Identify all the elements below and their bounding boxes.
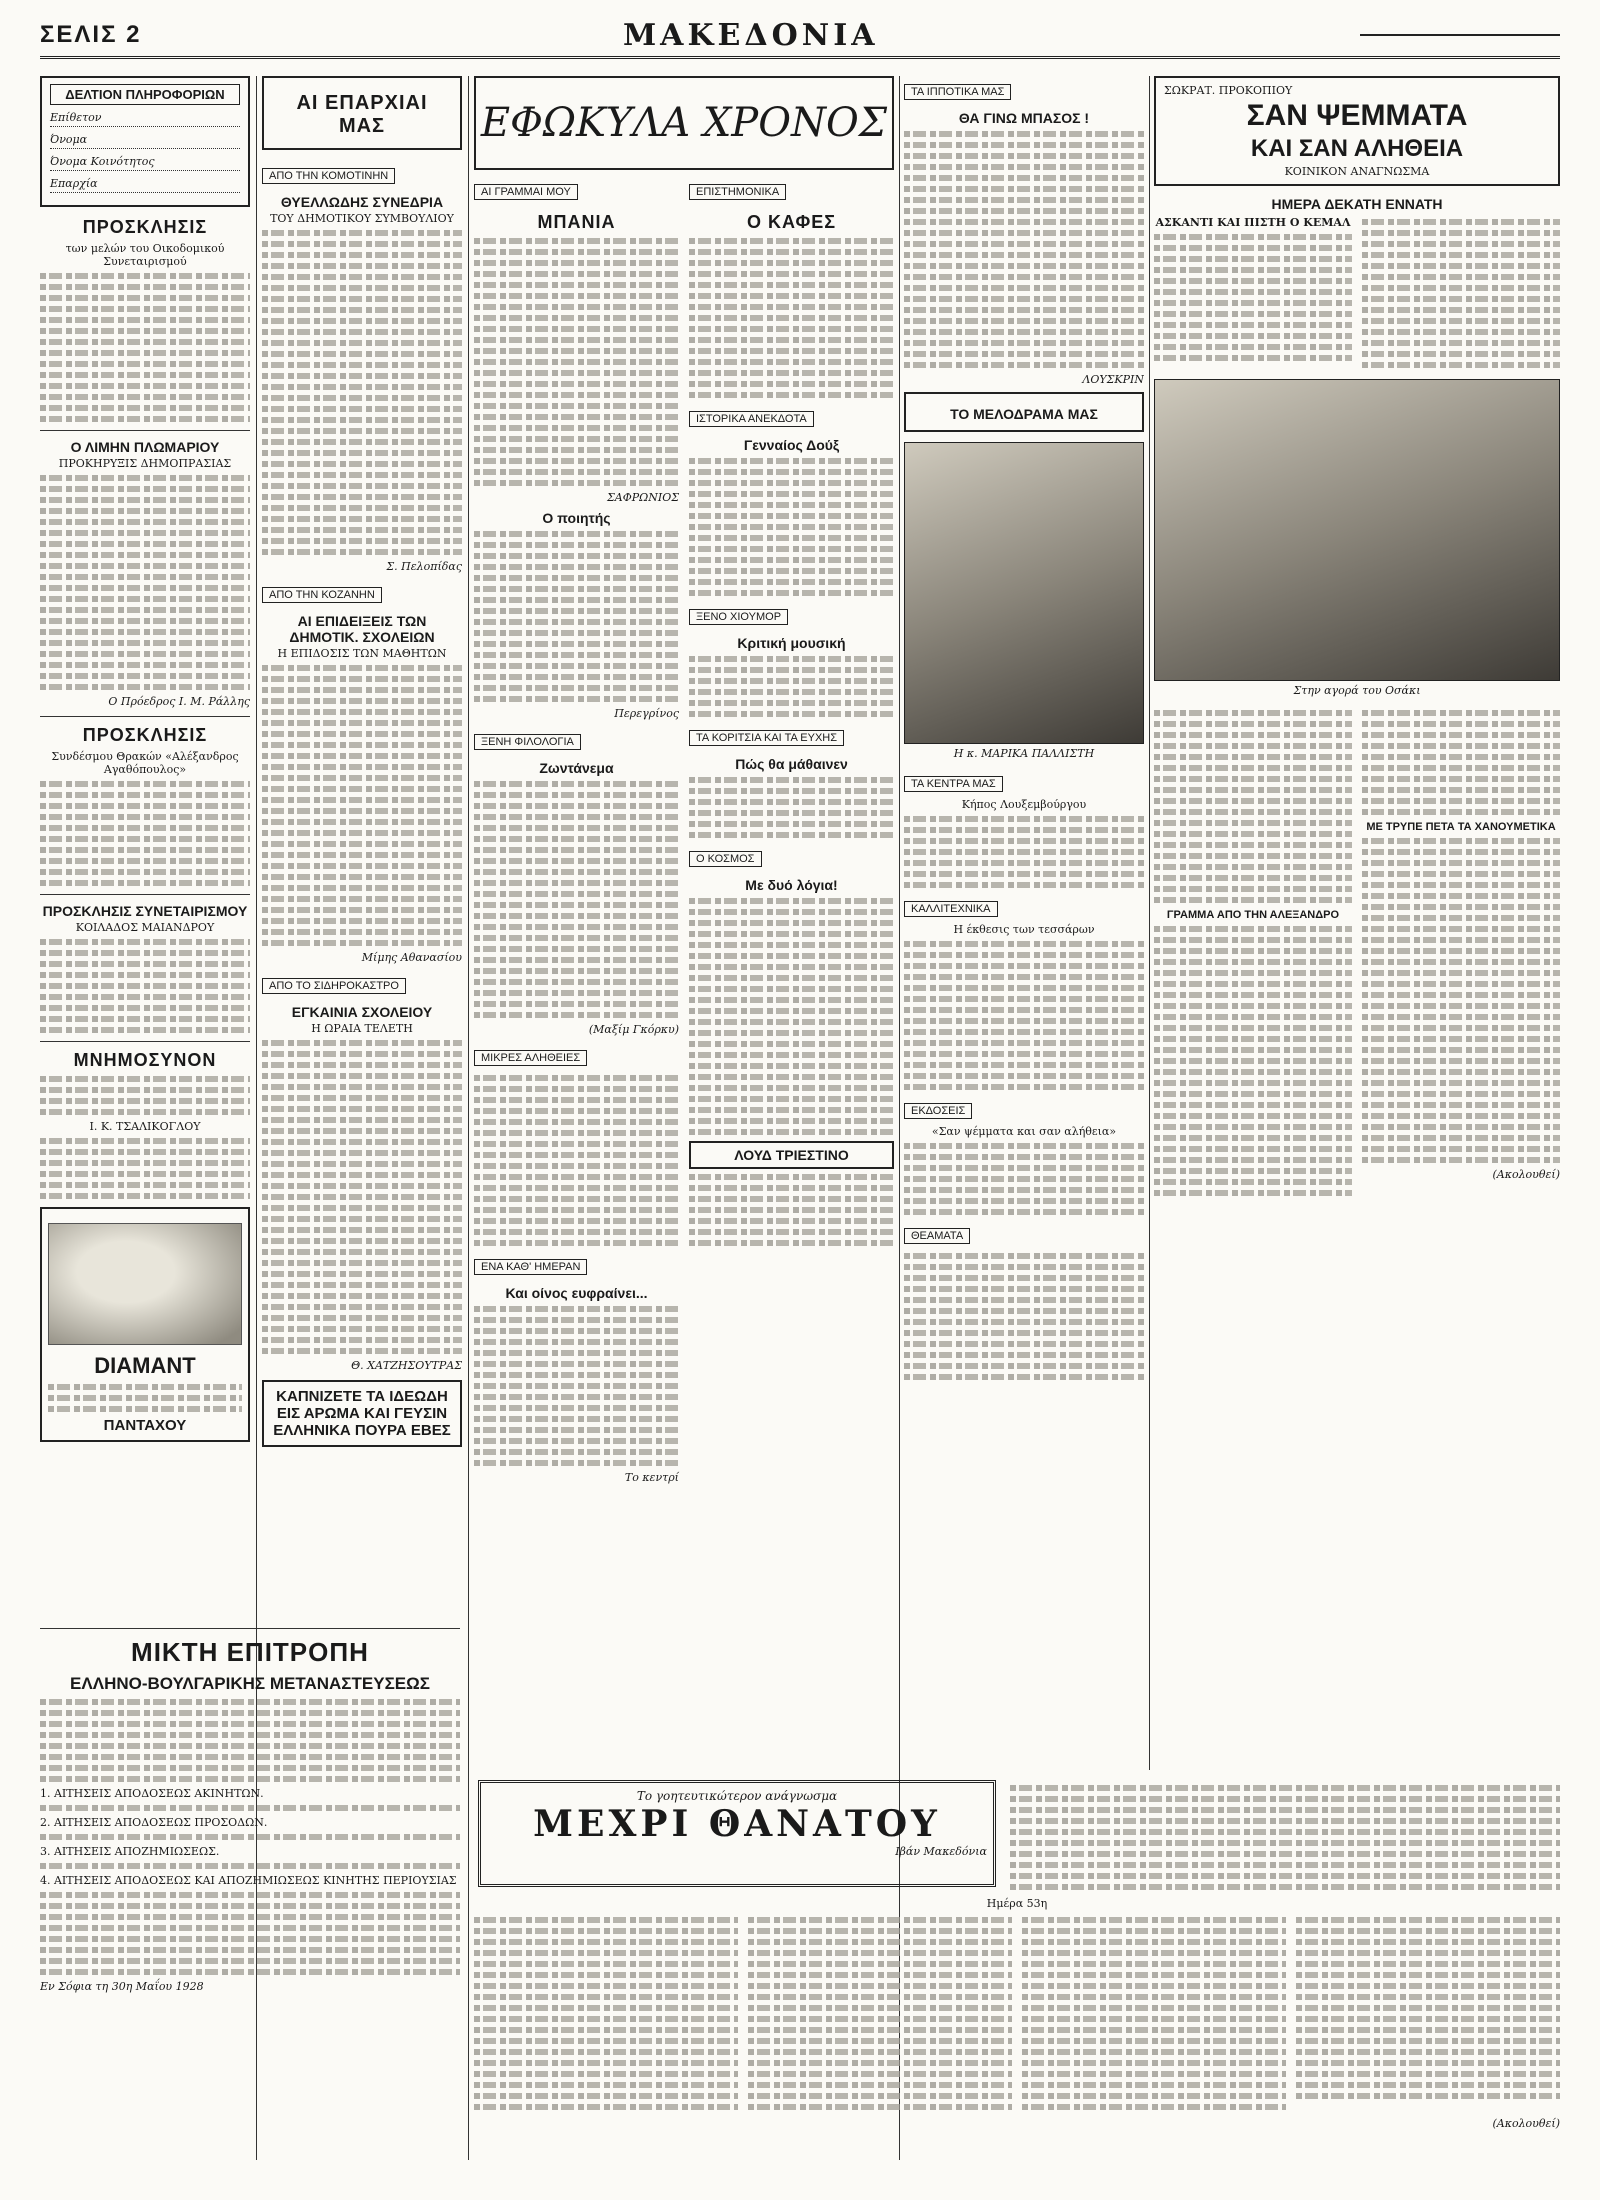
notice-subtitle: ΚΟΙΛΑΔΟΣ ΜΑΙΑΝΔΡΟΥ: [75, 921, 215, 934]
headline: ΜΠΑΝΙΑ: [537, 212, 616, 232]
subhead: Κήπος Λουξεμβούργου: [961, 798, 1087, 811]
kicker: ΚΑΛΛΙΤΕΧΝΙΚΑ: [904, 901, 998, 917]
body-text: [1362, 838, 1560, 1163]
portrait-photo: [904, 442, 1144, 744]
body-text: [1154, 926, 1352, 1196]
kicker: ΤΑ ΙΠΠΟΤΙΚΑ ΜΑΣ: [904, 84, 1011, 100]
ad-text-body: [48, 1384, 242, 1412]
column-rule: [1149, 76, 1150, 1770]
list-item: 1. ΑΙΤΗΣΕΙΣ ΑΠΟΔΟΣΕΩΣ ΑΚΙΝΗΤΩΝ.: [40, 1787, 264, 1800]
col5-right: [1362, 214, 1560, 373]
headline: ΕΓΚΑΙΝΙΑ ΣΧΟΛΕΙΟΥ: [291, 1004, 433, 1020]
subhead: Η ΩΡΑΙΑ ΤΕΛΕΤΗ: [311, 1022, 413, 1035]
form-field: Επαρχία: [50, 177, 240, 193]
body-text: [474, 531, 679, 702]
body-text: [689, 458, 894, 596]
column-5: [1154, 76, 1560, 1766]
ad-line: ΕΙΣ ΑΡΩΜΑ ΚΑΙ ΓΕΥΣΙΝ: [276, 1405, 448, 1422]
kicker: ΘΕΑΜΑΤΑ: [904, 1228, 970, 1244]
body-text: [689, 1174, 894, 1246]
notice-subtitle: των μελών του Οικοδομικού Συνεταιρισμού: [65, 242, 225, 268]
ad-illustration: [48, 1223, 242, 1345]
diamant-ad: [40, 1207, 250, 1442]
body-text: [904, 816, 1144, 888]
kicker: ΤΑ ΚΟΡΙΤΣΙΑ ΚΑΙ ΤΑ ΕΥΧΗΣ: [689, 730, 844, 746]
body-text: [474, 1306, 679, 1466]
notice-title: ΜΝΗΜΟΣΥΝΟΝ: [73, 1050, 217, 1070]
notice-title: ΠΡΟΣΚΛΗΣΙΣ ΣΥΝΕΤΑΙΡΙΣΜΟΥ: [42, 903, 248, 919]
headline: Πώς θα μάθαινεν: [735, 756, 848, 772]
form-field: Όνομα Κοινότητος: [50, 155, 240, 171]
col5-right-2: [1362, 705, 1560, 1201]
col3-left: [474, 176, 679, 1490]
signature: Μίμης Αθανασίου: [361, 951, 462, 964]
serial-day: Ημέρα 53η: [986, 1897, 1048, 1910]
signature: Το κεντρί: [624, 1471, 679, 1484]
body-text: [689, 656, 894, 717]
ad-line: ΚΑΠΝΙΖΕΤΕ ΤΑ ΙΔΕΩΔΗ: [276, 1388, 448, 1405]
body-text: [40, 1699, 460, 1782]
col5-split-2: [1154, 705, 1560, 1201]
kicker: ΤΑ ΚΕΝΤΡΑ ΜΑΣ: [904, 776, 1003, 792]
column-4: [904, 76, 1144, 1766]
col5-left: [1154, 214, 1352, 373]
headline: Κριτική μουσική: [737, 635, 846, 651]
kicker: ΜΙΚΡΕΣ ΑΛΗΘΕΙΕΣ: [474, 1050, 587, 1066]
body-text: [904, 941, 1144, 1090]
headline: Και οίνος ευφραίνει...: [505, 1285, 648, 1301]
body-text: [40, 1834, 460, 1840]
body-text: [40, 1892, 460, 1975]
divider: [40, 1041, 250, 1042]
cigar-ad: [262, 1380, 462, 1447]
photo-caption: Στην αγορά του Οσάκι: [1293, 684, 1421, 697]
title-line: ΣΑΝ ΨΕΜΜΑΤΑ: [1246, 99, 1468, 132]
headline: ΤΟ ΜΕΛΟΔΡΑΜΑ ΜΑΣ: [950, 406, 1098, 422]
notice-subtitle: Συνδέσμου Θρακών «Αλέξανδρος Αγαθόπουλος»: [51, 750, 239, 776]
column-2: [262, 76, 462, 1776]
form-field: Όνομα: [50, 133, 240, 149]
signature: Ο Πρόεδρος Ι. Μ. Ράλλης: [108, 695, 250, 708]
form-title: ΔΕΛΤΙΟΝ ΠΛΗΡΟΦΟΡΙΩΝ: [50, 84, 240, 105]
column-1: [40, 76, 250, 1596]
section-title: ΑΙ ΕΠΑΡΧΙΑΙ ΜΑΣ: [296, 92, 428, 137]
body-text: [689, 238, 894, 398]
title-line: ΚΑΙ ΣΑΝ ΑΛΗΘΕΙΑ: [1250, 135, 1464, 162]
person-name: Ι. Κ. ΤΣΑΛΙΚΟΓΛΟΥ: [89, 1120, 201, 1133]
body-text: [40, 1863, 460, 1869]
headline: Γενναίος Δούξ: [743, 437, 840, 453]
kicker: ΞΕΝΟ ΧΙΟΥΜΟΡ: [689, 609, 788, 625]
subhead: Η ΕΠΙΔΟΣΙΣ ΤΩΝ ΜΑΘΗΤΩΝ: [277, 647, 447, 660]
signature: ΛΟΥΣΚΡΙΝ: [1082, 373, 1144, 386]
headline: ΘΑ ΓΙΝΩ ΜΠΑΣΟΣ !: [958, 110, 1090, 126]
kicker: ΕΚΔΟΣΕΙΣ: [904, 1103, 972, 1119]
subhead: ΑΣΚΑΝΤΙ ΚΑΙ ΠΙΣΤΗ Ο ΚΕΜΑΛ: [1155, 216, 1351, 229]
masthead-rule: [1360, 34, 1560, 36]
subhead: «Σαν ψέμματα και σαν αλήθεια»: [931, 1125, 1117, 1138]
body-text: [40, 1138, 250, 1199]
divider: [40, 716, 250, 717]
notice-title: Ο ΛΙΜΗΝ ΠΛΩΜΑΡΙΟΥ: [70, 439, 220, 455]
kicker: ΞΕΝΗ ΦΙΛΟΛΟΓΙΑ: [474, 734, 581, 750]
body-text: [1010, 1785, 1560, 1890]
notice-title: ΜΙΚΤΗ ΕΠΙΤΡΟΠΗ: [131, 1637, 369, 1667]
body-text: [1362, 710, 1560, 815]
day-heading: ΗΜΕΡΑ ΔΕΚΑΤΗ ΕΝΝΑΤΗ: [1271, 196, 1443, 212]
photo-caption: Η κ. ΜΑΡΙΚΑ ΠΑΛΛΙΣΤΗ: [953, 747, 1095, 760]
serial-banner: [478, 1780, 996, 1887]
headline: ΑΙ ΕΠΙΔΕΙΞΕΙΣ ΤΩΝ ΔΗΜΟΤΙΚ. ΣΧΟΛΕΙΩΝ: [289, 613, 435, 645]
kicker: ΙΣΤΟΡΙΚΑ ΑΝΕΚΔΟΤΑ: [689, 411, 814, 427]
divider: [40, 430, 250, 431]
headline: ΓΡΑΜΜΑ ΑΠΟ ΤΗΝ ΑΛΕΞΑΝΔΡΟ: [1166, 909, 1340, 921]
body-text: [40, 273, 250, 422]
notice-subtitle: ΠΡΟΚΗΡΥΞΙΣ ΔΗΜΟΠΡΑΣΙΑΣ: [58, 457, 232, 470]
continued-note: (Ακολουθεί): [1492, 2117, 1560, 2130]
serial-title-box: [1154, 76, 1560, 186]
headline: Ζωντάνεμα: [539, 760, 614, 776]
body-text: [262, 1040, 462, 1354]
body-text: [904, 1253, 1144, 1380]
list-item: 2. ΑΙΤΗΣΕΙΣ ΑΠΟΔΟΣΕΩΣ ΠΡΟΣΟΔΩΝ.: [40, 1816, 268, 1829]
body-text: [40, 1076, 250, 1115]
headline: Ο ποιητής: [542, 510, 611, 526]
body-text: [1154, 234, 1352, 361]
divider: [40, 894, 250, 895]
body-text: [40, 781, 250, 886]
body-text: [1362, 219, 1560, 368]
list-item: 3. ΑΙΤΗΣΕΙΣ ΑΠΟΖΗΜΙΩΣΕΩΣ.: [40, 1845, 220, 1858]
paper-title: ΜΑΚΕΔΟΝΙΑ: [622, 17, 879, 53]
body-text: [1154, 710, 1352, 903]
body-text: [474, 238, 679, 486]
kicker: ΕΝΑ ΚΑΘ' ΗΜΕΡΑΝ: [474, 1259, 587, 1275]
signature: Περεγρίνος: [614, 707, 679, 720]
headline-boxed: ΛΟΥΔ ΤΡΙΕΣΤΙΝΟ: [689, 1141, 894, 1169]
serial-top-right: [1010, 1780, 1560, 1895]
ad-text: ΠΑΝΤΑΧΟΥ: [103, 1417, 187, 1434]
divider: [40, 1628, 460, 1629]
body-text: [748, 1912, 1012, 2115]
body-text: [904, 1143, 1144, 1215]
masthead: [40, 14, 1560, 59]
body-text: [40, 1805, 460, 1811]
body-text: [689, 777, 894, 838]
serial-top: [474, 1780, 1560, 1895]
ad-brand: DIAMANT: [94, 1353, 196, 1378]
author: ΣΩΚΡΑΤ. ΠΡΟΚΟΠΙΟΥ: [1164, 84, 1293, 97]
col5-split: [1154, 214, 1560, 373]
serial-kicker: Το γοητευτικώτερον ανάγνωσμα: [636, 1789, 838, 1803]
headline: Με δυό λόγια!: [745, 877, 838, 893]
headline: ΘΥΕΛΛΩΔΗΣ ΣΥΝΕΔΡΙΑ: [280, 194, 444, 210]
body-text: [1296, 1912, 1560, 2115]
kicker: ΑΙ ΓΡΑΜΜΑΙ ΜΟΥ: [474, 184, 578, 200]
body-text: [689, 898, 894, 1135]
col5-left-2: [1154, 705, 1352, 1201]
page-label: ΣΕΛΙΣ 2: [40, 21, 142, 48]
notice-subtitle: ΕΛΛΗΝΟ-ΒΟΥΛΓΑΡΙΚΗΣ ΜΕΤΑΝΑΣΤΕΥΣΕΩΣ: [70, 1674, 430, 1693]
col3-right: [689, 176, 894, 1490]
opera-header: [904, 392, 1144, 432]
col3-split: [474, 176, 894, 1490]
dateline: Εν Σόφια τη 30η Μαΐου 1928: [40, 1980, 204, 1993]
column-rule: [468, 76, 469, 2160]
serial-section: [474, 1780, 1560, 2160]
signature: (Μαξίμ Γκόρκυ): [588, 1023, 679, 1036]
serial-title: ΜΕΧΡΙ ΘΑΝΑΤΟΥ: [533, 1803, 941, 1845]
subtitle: ΚΟΙΝΙΚΟΝ ΑΝΑΓΝΩΣΜΑ: [1284, 165, 1430, 178]
dateline: ΑΠΟ ΤΗΝ ΚΟΜΟΤΙΝΗΝ: [262, 168, 395, 184]
serial-columns: [474, 1912, 1560, 2115]
signature: ΣΑΦΡΩΝΙΟΣ: [606, 491, 679, 504]
serial-author: Ιβάν Μακεδόνια: [895, 1845, 987, 1858]
kicker: ΕΠΙΣΤΗΜΟΝΙΚΑ: [689, 184, 786, 200]
signature: Θ. ΧΑΤΖΗΣΟΥΤΡΑΣ: [351, 1359, 462, 1372]
kicker: Ο ΚΟΣΜΟΣ: [689, 851, 762, 867]
dateline: ΑΠΟ ΤΗΝ ΚΟΖΑΝΗΝ: [262, 587, 382, 603]
body-text: [474, 781, 679, 1018]
continued-note: (Ακολουθεί): [1492, 1168, 1560, 1181]
list-item: 4. ΑΙΤΗΣΕΙΣ ΑΠΟΔΟΣΕΩΣ ΚΑΙ ΑΠΟΖΗΜΙΩΣΕΩΣ ΚΙΝΗΤΗΣ ΠΕΡΙΟΥΣΙΑΣ: [40, 1874, 457, 1887]
column-3: [474, 76, 894, 1766]
notice-title: ΠΡΟΣΚΛΗΣΙΣ: [82, 217, 208, 237]
commission-notice: [40, 1620, 460, 2160]
section-header: [262, 76, 462, 150]
body-text: [40, 475, 250, 690]
body-text: [40, 939, 250, 1033]
dateline: ΑΠΟ ΤΟ ΣΙΔΗΡΟΚΑΣΤΡΟ: [262, 978, 406, 994]
body-text: [904, 131, 1144, 368]
body-text: [262, 230, 462, 555]
body-text: [1022, 1912, 1286, 2115]
body-text: [474, 1075, 679, 1246]
headline: ΜΕ ΤΡΥΠΕ ΠΕΤΑ ΤΑ ΧΑΝΟΥΜΕΤΙΚΑ: [1366, 821, 1556, 833]
section-logo: ΕΦΩΚΥΛΑ ΧΡΟΝΟΣ: [474, 76, 894, 170]
body-text: [474, 1912, 738, 2115]
headline: Ο ΚΑΦΕΣ: [746, 212, 837, 232]
ad-line: ΕΛΛΗΝΙΚΑ ΠΟΥΡΑ ΕΒΕΣ: [273, 1422, 451, 1439]
form-field: Επίθετον: [50, 111, 240, 127]
market-photo: [1154, 379, 1560, 681]
info-form: [40, 76, 250, 207]
subhead: ΤΟΥ ΔΗΜΟΤΙΚΟΥ ΣΥΜΒΟΥΛΙΟΥ: [270, 212, 454, 225]
notice-title: ΠΡΟΣΚΛΗΣΙΣ: [82, 725, 208, 745]
subhead: Η έκθεσις των τεσσάρων: [953, 923, 1095, 936]
body-text: [262, 665, 462, 946]
signature: Σ. Πελοπίδας: [386, 560, 462, 573]
